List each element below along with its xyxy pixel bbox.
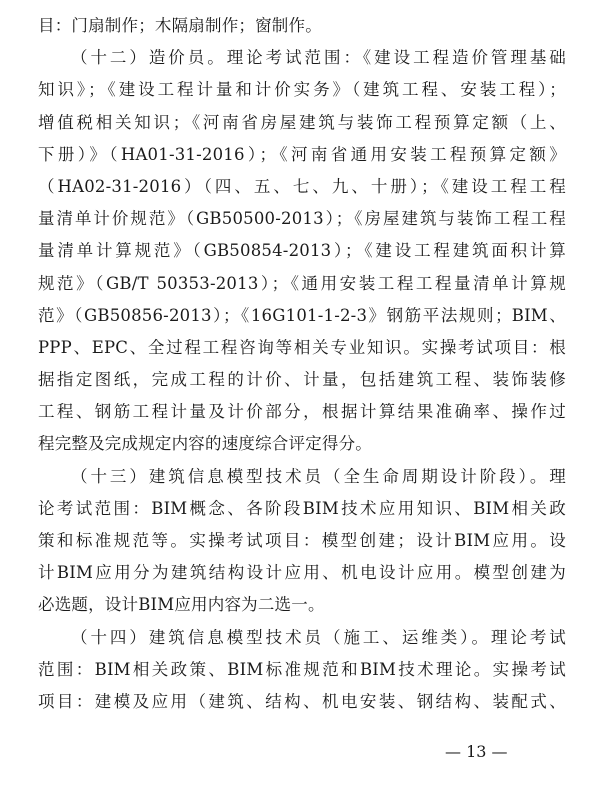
text-line: 增值税相关知识；《河南省房屋建筑与装饰工程预算定额（上、 (38, 112, 566, 132)
text-line: 目：门扇制作；木隔扇制作；窗制作。 (38, 16, 322, 35)
text-line: PPP、EPC、全过程工程咨询等相关专业知识。实操考试项目：根 (38, 337, 566, 357)
text-line: 范》（GB50856-2013）；《16G101-1-2-3》钢筋平法规则；BIM、 (38, 305, 566, 325)
text-line: 工程、钢筋工程计量及计价部分，根据计算结果准确率、操作过 (38, 402, 566, 422)
text-line: 计BIM应用分为建筑结构设计应用、机电设计应用。模型创建为 (38, 563, 566, 583)
text-line: 下册）》（HA01-31-2016）；《河南省通用安装工程预算定额》 (38, 144, 566, 164)
text-line: 项目：建模及应用（建筑、结构、机电安装、钢结构、装配式、 (38, 691, 566, 711)
text-line: 知识》；《建设工程计量和计价实务》（建筑工程、安装工程）； (38, 80, 566, 100)
text-line: 程完整及完成规定内容的速度综合评定得分。 (38, 434, 372, 454)
page-number: — 13 — (445, 742, 508, 761)
text-line: 必选题，设计BIM应用内容为二选一。 (38, 595, 325, 615)
document-body (38, 10, 566, 718)
text-line: （HA02-31-2016）（四、五、七、九、十册）；《建设工程工程 (38, 176, 566, 196)
text-line: （十二）造价员。理论考试范围：《建设工程造价管理基础 (71, 48, 566, 68)
text-line: 论考试范围：BIM概念、各阶段BIM技术应用知识、BIM相关政 (38, 498, 566, 518)
text-line: 策和标准规范等。实操考试项目：模型创建；设计BIM应用。设 (38, 531, 566, 550)
text-line: 量清单计价规范》（GB50500-2013）；《房屋建筑与装饰工程工程 (38, 209, 566, 229)
text-line: 量清单计算规范》（GB50854-2013）；《建设工程建筑面积计算 (38, 241, 566, 261)
text-line: 范围：BIM相关政策、BIM标准规范和BIM技术理论。实操考试 (38, 659, 566, 679)
text-line: 据指定图纸，完成工程的计价、计量，包括建筑工程、装饰装修 (38, 370, 566, 390)
text-line: （十三）建筑信息模型技术员（全生命周期设计阶段）。理 (71, 466, 566, 486)
text-line: 规范》（GB/T 50353-2013）；《通用安装工程工程量清单计算规 (38, 273, 566, 293)
text-line: （十四）建筑信息模型技术员（施工、运维类）。理论考试 (71, 627, 566, 647)
